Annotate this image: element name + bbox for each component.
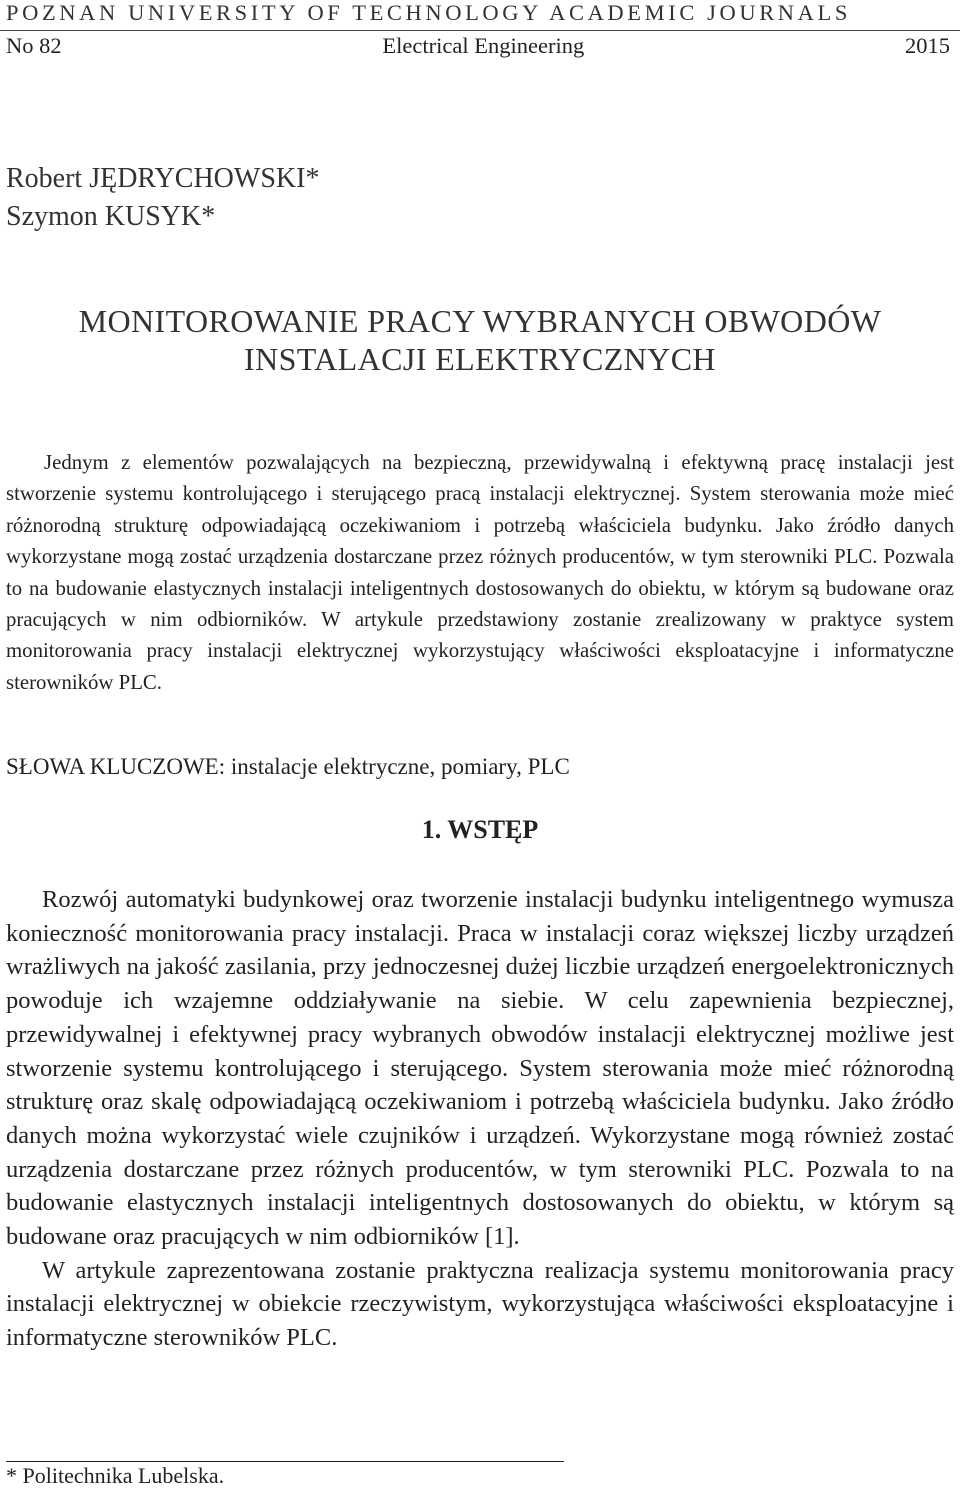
title-line: MONITOROWANIE PRACY WYBRANYCH OBWODÓW <box>78 303 882 339</box>
section-heading: 1. WSTĘP <box>421 815 539 844</box>
paper-title <box>0 302 960 378</box>
journal-name: POZNAN UNIVERSITY OF TECHNOLOGY ACADEMIC JOURNALS <box>6 0 851 25</box>
issue-year: 2015 <box>905 33 950 58</box>
footnote-affiliation: * Politechnika Lubelska. <box>6 1463 225 1488</box>
journal-field: Electrical Engineering <box>382 33 585 58</box>
header-rule <box>0 30 960 31</box>
section-body <box>6 883 954 1355</box>
author-name: Robert JĘDRYCHOWSKI* <box>6 163 320 194</box>
abstract: Jednym z elementów pozwalających na bezpieczną, przewidywalną i efektywną pracę instalacji jest stworzenie systemu kontrolującego i sterującego pracą instalacji elektrycznej. System sterowania może mieć różnorodną strukturę odpowiadającą oczekiwaniom i potrzebą właściciela budynku. Jako źródło danych wykorzystane mogą zostać urządzenia dostarczane przez różnych producentów, w tym sterowniki PLC. Pozwala to na budowanie elastycznych instalacji inteligentnych dostosowanych do obiektu, w którym są budowane oraz pracujących w nim odbiorników. W artykule przedstawiony zostanie zrealizowany w praktyce system monitorowania pracy instalacji elektrycznej wykorzystujący właściwości eksploatacyjne i informatyczne sterowników PLC. <box>6 451 954 694</box>
title-line: INSTALACJI ELEKTRYCZNYCH <box>244 341 716 377</box>
body-paragraph: W artykule zaprezentowana zostanie praktyczna realizacja systemu monitorowania pracy instalacji elektrycznej w obiekcie rzeczywistym, wykorzystująca właściwości eksploatacyjne i informatyczne sterowników PLC. <box>6 1256 954 1352</box>
keywords: SŁOWA KLUCZOWE: instalacje elektryczne, pomiary, PLC <box>6 754 570 779</box>
author-name: Szymon KUSYK* <box>6 201 216 232</box>
issue-number: No 82 <box>6 33 62 58</box>
body-paragraph: Rozwój automatyki budynkowej oraz tworzenie instalacji budynku inteligentnego wymusza konieczność monitorowania pracy instalacji. Praca w instalacji coraz większej liczby urządzeń wrażliwych na jakość zasilania, przy jednoczesnej dużej liczbie urządzeń energoelektronicznych powoduje ich wzajemne oddziaływanie na siebie. W celu zapewnienia bezpiecznej, przewidywalnej i efektywnej pracy wybranych obwodów instalacji elektrycznej możliwe jest stworzenie systemu kontrolującego i sterującego. System sterowania może mieć różnorodną strukturę oraz skalę odpowiadającą oczekiwaniom i potrzebą właściciela budynku. Jako źródło danych można wykorzystać wiele czujników i urządzeń. Wykorzystane mogą również zostać urządzenia dostarczane przez różnych producentów, w tym sterowniki PLC. Pozwala to na budowanie elastycznych instalacji inteligentnych dostosowanych do obiektu, w którym są budowane oraz pracujących w nim odbiorników [1]. <box>6 886 954 1251</box>
issue-info-row <box>6 33 950 59</box>
footnote-rule <box>6 1461 564 1462</box>
author-list <box>6 160 319 236</box>
